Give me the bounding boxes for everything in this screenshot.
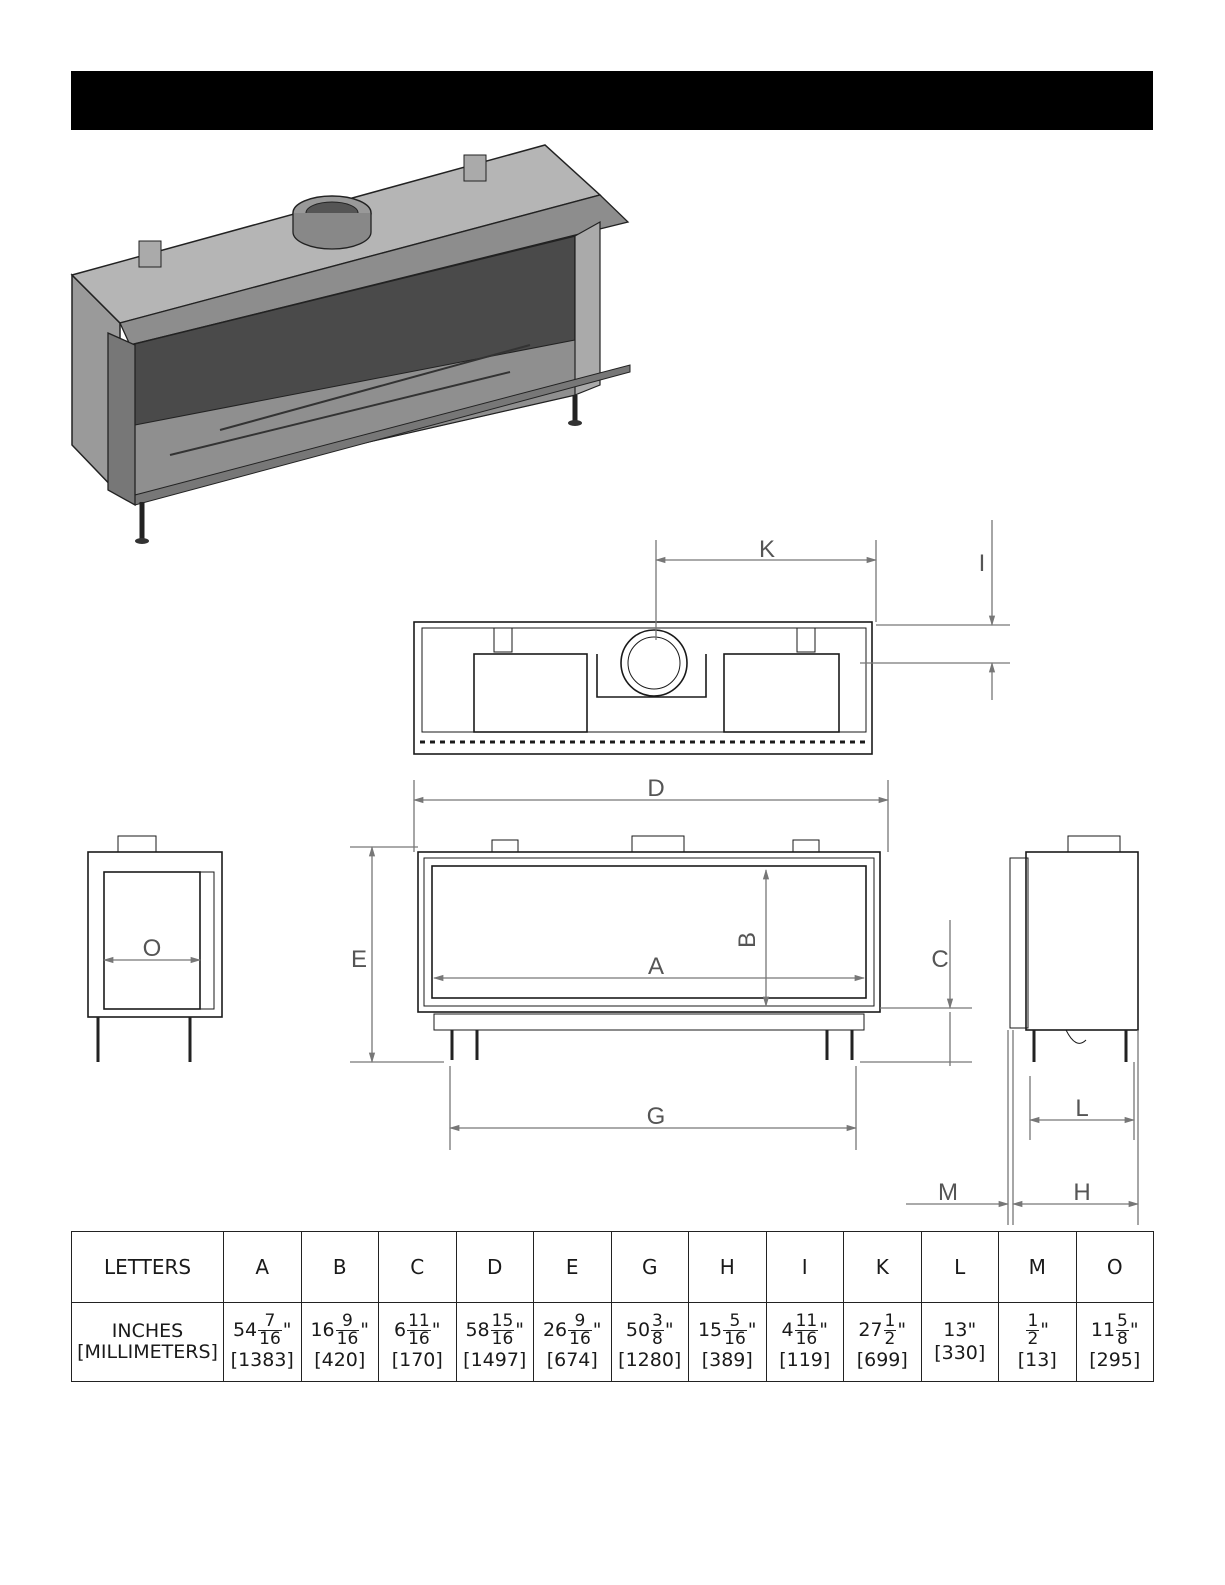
value-cell — [611, 1303, 689, 1382]
inches-value — [858, 1311, 907, 1350]
fraction-denominator: 16 — [408, 1329, 430, 1350]
fraction-numerator: 11 — [408, 1311, 430, 1332]
letter-cell: B — [301, 1232, 379, 1303]
inches-fraction — [651, 1313, 664, 1348]
inches-value — [310, 1311, 370, 1350]
inches-fraction — [1026, 1313, 1039, 1348]
inches-fraction — [795, 1313, 819, 1348]
inches-value — [542, 1311, 602, 1350]
fraction-denominator: 8 — [652, 1329, 663, 1350]
table-row-letters — [72, 1232, 1154, 1303]
millimeters-value: [13] — [1017, 1349, 1057, 1372]
inches-fraction — [723, 1313, 747, 1348]
letters-header-cell: LETTERS — [72, 1232, 224, 1303]
inches-fraction — [884, 1313, 897, 1348]
dim-label-D: D — [647, 775, 665, 802]
inches-fraction — [568, 1313, 592, 1348]
letter-cell: O — [1076, 1232, 1154, 1303]
fraction-denominator: 16 — [259, 1329, 281, 1350]
inch-mark: " — [747, 1319, 757, 1342]
millimeters-value: [330] — [934, 1342, 986, 1364]
fraction-denominator: 16 — [491, 1329, 514, 1350]
letter-cell: H — [689, 1232, 767, 1303]
inches-whole: 4 — [781, 1319, 794, 1342]
dim-label-A: A — [647, 953, 665, 980]
inches-whole: 27 — [858, 1319, 883, 1342]
millimeters-value: [420] — [314, 1349, 366, 1372]
inches-value — [232, 1311, 292, 1350]
value-cell — [301, 1303, 379, 1382]
inches-value — [465, 1311, 525, 1350]
dim-label-G: G — [646, 1103, 666, 1130]
inches-value — [1025, 1311, 1050, 1350]
inches-fraction — [491, 1313, 515, 1348]
inches-value — [943, 1319, 976, 1341]
millimeters-value: [389] — [701, 1349, 753, 1372]
inch-mark: " — [1040, 1319, 1050, 1342]
right-side-view — [1010, 836, 1138, 1062]
value-cell — [534, 1303, 612, 1382]
value-cell — [921, 1303, 999, 1382]
fraction-numerator: 3 — [652, 1311, 663, 1332]
millimeters-value: [170] — [391, 1349, 443, 1372]
dim-label-E: E — [350, 946, 368, 973]
value-cell — [689, 1303, 767, 1382]
dim-label-H: H — [1073, 1179, 1091, 1206]
letter-cell: L — [921, 1232, 999, 1303]
value-cell — [844, 1303, 922, 1382]
inches-value — [781, 1311, 828, 1350]
fraction-denominator: 8 — [1117, 1329, 1128, 1350]
units-header-cell — [72, 1303, 224, 1382]
millimeters-value: [295] — [1089, 1349, 1141, 1372]
units-label-mm: [MILLIMETERS] — [77, 1341, 218, 1363]
fraction-denominator: 16 — [724, 1329, 746, 1350]
fraction-numerator: 15 — [491, 1311, 514, 1332]
dim-label-K: K — [758, 536, 776, 563]
table-row-values — [72, 1303, 1154, 1382]
inch-mark: " — [282, 1319, 292, 1342]
fraction-denominator: 16 — [336, 1329, 359, 1350]
millimeters-value: [119] — [779, 1349, 831, 1372]
millimeters-value: [1497] — [463, 1349, 527, 1372]
inch-mark: " — [664, 1319, 674, 1342]
fraction-numerator: 5 — [1117, 1311, 1128, 1332]
value-cell — [379, 1303, 457, 1382]
inch-mark: " — [897, 1319, 907, 1342]
inch-mark: " — [819, 1319, 828, 1342]
dim-label-I: I — [978, 550, 986, 577]
millimeters-value: [674] — [546, 1349, 598, 1372]
front-view — [418, 836, 880, 1060]
inches-value — [1090, 1311, 1139, 1350]
value-cell — [224, 1303, 302, 1382]
dim-label-C: C — [931, 946, 949, 973]
fraction-numerator: 1 — [1027, 1311, 1039, 1332]
fraction-numerator: 9 — [568, 1313, 592, 1331]
fraction-denominator: 2 — [1027, 1329, 1039, 1350]
letter-cell: M — [999, 1232, 1077, 1303]
letter-cell: D — [456, 1232, 534, 1303]
letter-cell: K — [844, 1232, 922, 1303]
inch-mark: " — [1129, 1319, 1139, 1342]
inch-mark: " — [431, 1319, 441, 1342]
letter-cell: A — [224, 1232, 302, 1303]
millimeters-value: [699] — [856, 1349, 908, 1372]
dim-label-B: B — [734, 931, 761, 949]
letter-cell: C — [379, 1232, 457, 1303]
value-cell — [766, 1303, 844, 1382]
dim-label-L: L — [1075, 1095, 1089, 1122]
inch-mark: " — [360, 1319, 370, 1342]
fraction-numerator: 1 — [884, 1311, 896, 1332]
value-cell — [1076, 1303, 1154, 1382]
inches-whole: 11 — [1090, 1319, 1116, 1342]
inches-value — [625, 1311, 674, 1350]
inches-fraction — [336, 1313, 360, 1348]
inches-fraction — [407, 1313, 431, 1348]
inches-value — [394, 1311, 441, 1350]
letter-cell: I — [766, 1232, 844, 1303]
inch-mark: " — [515, 1319, 525, 1342]
fraction-numerator: 9 — [336, 1313, 360, 1331]
fraction-denominator: 16 — [795, 1329, 818, 1350]
dim-label-O: O — [142, 935, 162, 962]
dimensions — [104, 520, 1138, 1225]
units-label-inches: INCHES — [111, 1320, 184, 1343]
inches-whole: 13" — [943, 1319, 977, 1342]
inches-value — [697, 1311, 757, 1350]
fraction-numerator: 11 — [795, 1311, 818, 1332]
millimeters-value: [1280] — [618, 1349, 682, 1372]
isometric-view — [72, 145, 630, 544]
inches-whole: 54 — [232, 1319, 258, 1342]
inches-whole: 50 — [625, 1319, 651, 1342]
inches-whole: 58 — [465, 1319, 490, 1342]
millimeters-value: [1383] — [230, 1349, 294, 1372]
letter-cell: E — [534, 1232, 612, 1303]
fraction-numerator: 5 — [723, 1313, 747, 1331]
inches-whole: 15 — [697, 1319, 723, 1342]
fraction-denominator: 2 — [884, 1329, 896, 1350]
value-cell — [999, 1303, 1077, 1382]
inches-fraction — [258, 1313, 282, 1348]
value-cell — [456, 1303, 534, 1382]
inch-mark: " — [592, 1319, 602, 1342]
fraction-denominator: 16 — [569, 1329, 591, 1350]
fraction-numerator: 7 — [258, 1313, 282, 1331]
dimensions-table — [71, 1231, 1154, 1382]
inches-fraction — [1116, 1313, 1129, 1348]
letter-cell: G — [611, 1232, 689, 1303]
inches-whole: 16 — [310, 1319, 335, 1342]
inches-whole: 26 — [542, 1319, 568, 1342]
inches-whole: 6 — [394, 1319, 407, 1342]
dim-label-M: M — [938, 1179, 958, 1206]
top-view — [414, 622, 872, 754]
